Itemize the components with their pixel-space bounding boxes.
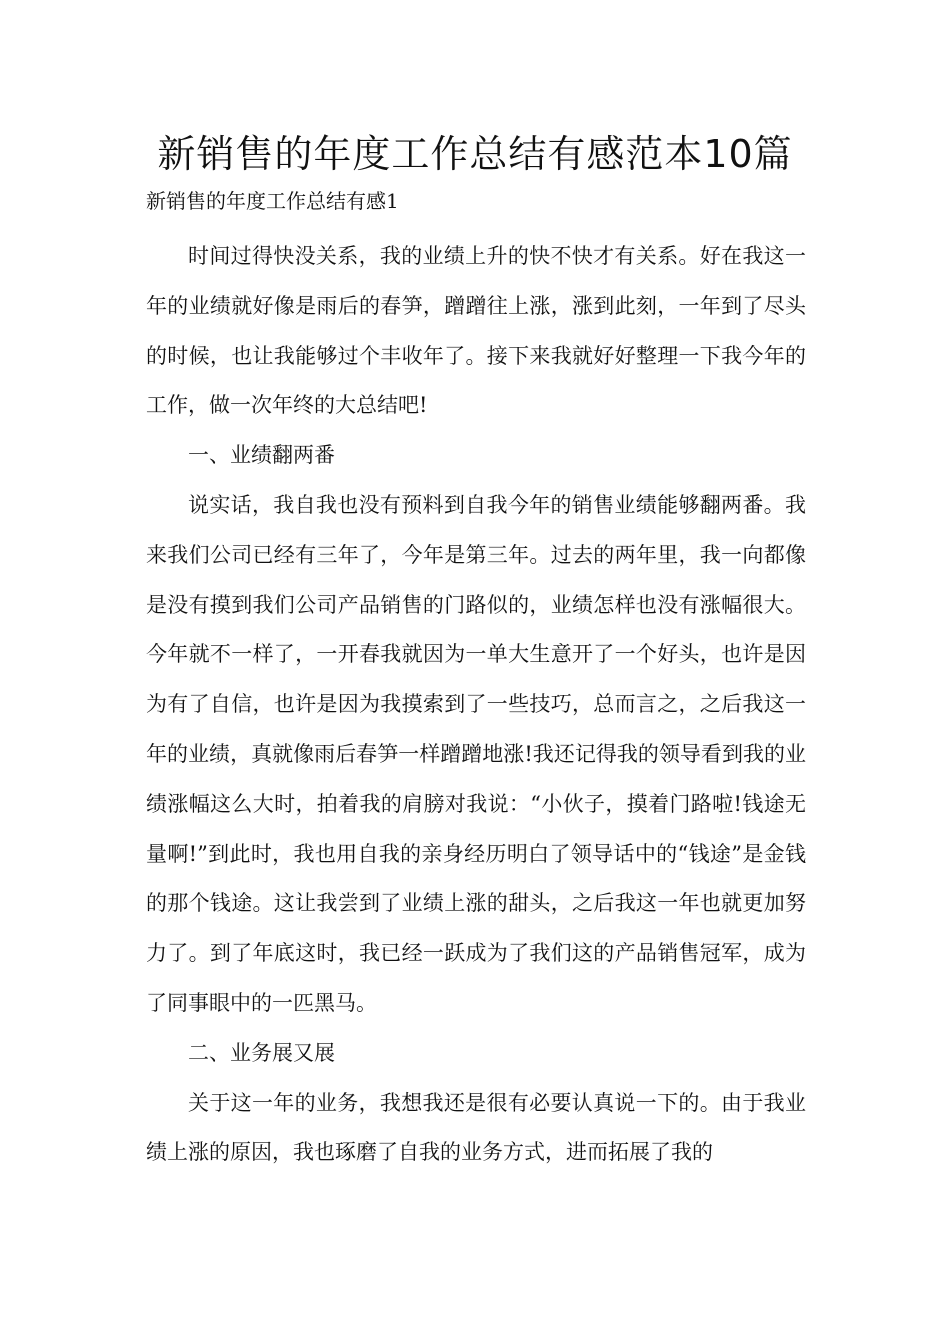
document-title: 新销售的年度工作总结有感范本10篇	[157, 132, 793, 176]
section-1-paragraph: 说实话，我自我也没有预料到自我今年的销售业绩能够翻两番。我来我们公司已经有三年了，今年是第三年。过去的两年里，我一向都像是没有摸到我们公司产品销售的门路似的，业绩怎样也没有涨幅很大。今年就不一样了，一开春我就因为一单大生意开了一个好头，也许是因为有了自信，也许是因为我摸索到了一些技巧，总而言之，之后我这一年的业绩，真就像雨后春笋一样蹭蹭地涨!我还记得我的领导看到我的业绩涨幅这么大时，拍着我的肩膀对我说：“小伙子，摸着门路啦!钱途无量啊!”到此时，我也用自我的亲身经历明白了领导话中的“钱途”是金钱的那个钱途。这让我尝到了业绩上涨的甜头，之后我这一年也就更加努力了。到了年底这时，我已经一跃成为了我们这的产品销售冠军，成为了同事眼中的一匹黑马。	[146, 492, 806, 1015]
document-body	[146, 232, 806, 1178]
intro-paragraph: 时间过得快没关系，我的业绩上升的快不快才有关系。好在我这一年的业绩就好像是雨后的春笋，蹭蹭往上涨，涨到此刻，一年到了尽头的时候，也让我能够过个丰收年了。接下来我就好好整理一下我今年的工作，做一次年终的大总结吧!	[146, 244, 806, 418]
document-subtitle: 新销售的年度工作总结有感1	[146, 189, 399, 213]
section-2-paragraph: 关于这一年的业务，我想我还是很有必要认真说一下的。由于我业绩上涨的原因，我也琢磨了自我的业务方式，进而拓展了我的	[146, 1090, 806, 1165]
section-heading-2: 二、业务展又展	[188, 1040, 335, 1065]
section-heading-1: 一、业绩翻两番	[188, 443, 335, 468]
